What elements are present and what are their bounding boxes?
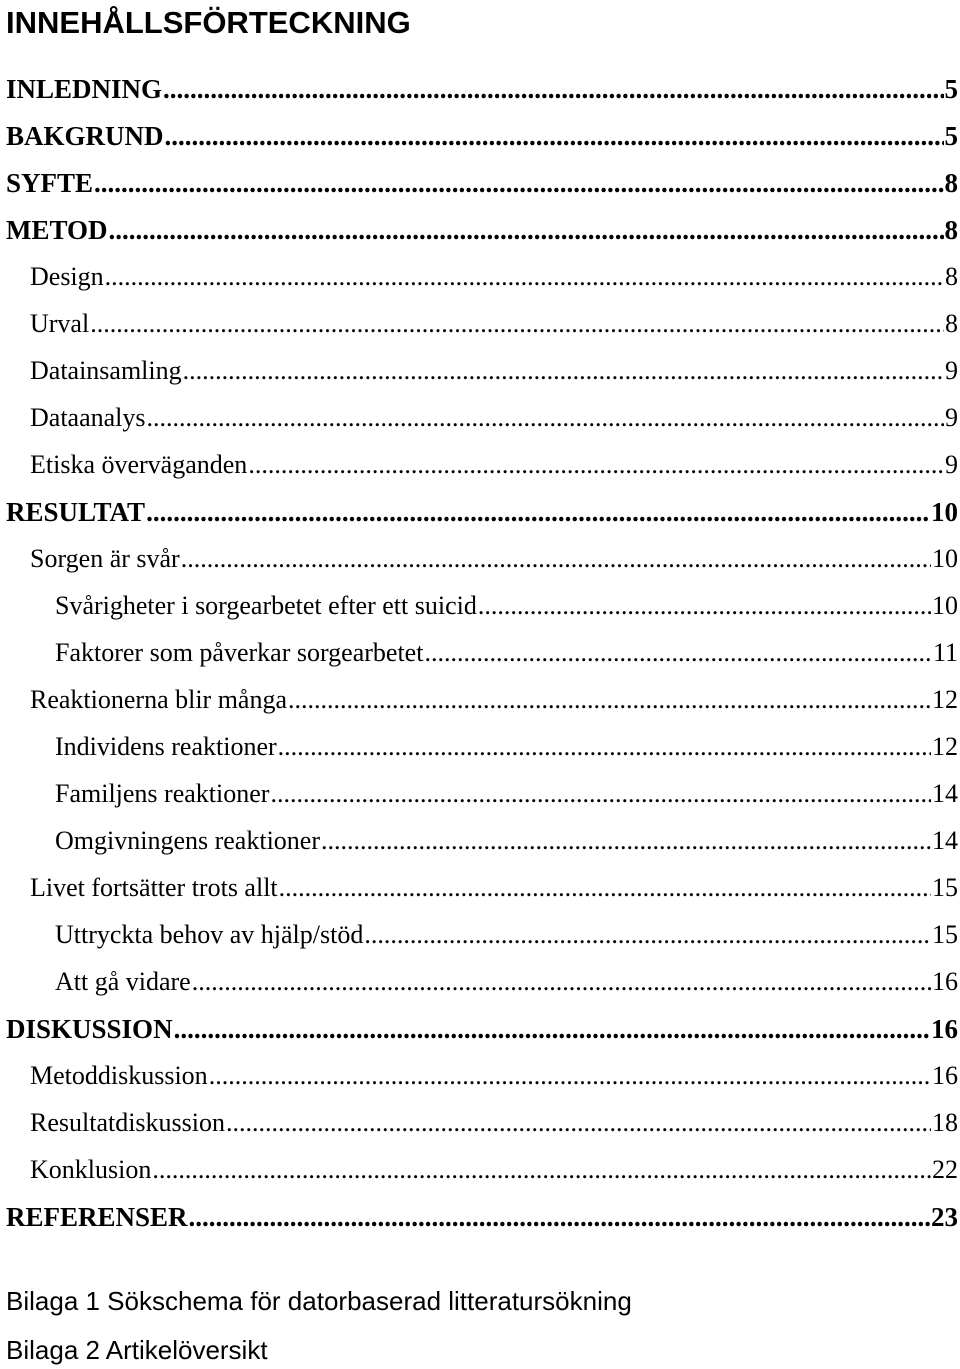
toc-entry[interactable] [55,920,958,960]
toc-entry[interactable] [6,168,958,208]
toc-page-number: 22 [932,1155,958,1184]
toc-page-number: 16 [931,1014,958,1044]
toc-dot-leader [163,74,943,105]
toc-entry[interactable] [6,497,958,537]
toc-entry-label: Metoddiskussion [30,1061,208,1090]
toc-entry[interactable] [30,309,958,349]
toc-dot-leader [105,262,944,292]
toc-page-number: 16 [932,967,958,996]
toc-dot-leader [279,873,931,903]
toc-entry[interactable] [55,591,958,631]
toc-entry-label: Reaktionerna blir många [30,685,288,714]
toc-entry[interactable] [55,779,958,819]
toc-dot-leader [424,638,932,668]
toc-page-number: 9 [945,356,958,385]
toc-page-number: 5 [944,121,958,151]
toc-entry[interactable] [55,638,958,678]
toc-page-number: 11 [932,638,958,667]
toc-dot-leader [209,1061,931,1091]
appendix-item: Bilaga 2 Artikelöversikt [6,1335,268,1365]
toc-entry-label: Urval [30,309,90,338]
toc-entry-label: Svårigheter i sorgearbetet efter ett suicid [55,591,477,620]
toc-dot-leader [278,732,931,762]
toc-entry[interactable] [6,74,958,114]
toc-dot-leader [94,168,943,199]
toc-dot-leader [152,1155,931,1185]
toc-entry[interactable] [55,826,958,866]
toc-entry-label: Individens reaktioner [55,732,277,761]
toc-entry[interactable] [30,1155,958,1195]
toc-entry-label: REFERENSER [6,1202,188,1232]
toc-entry[interactable] [6,121,958,161]
toc-entry[interactable] [6,1014,958,1054]
toc-entry[interactable] [30,685,958,725]
toc-entry[interactable] [30,356,958,396]
toc-entry-label: INLEDNING [6,74,163,104]
toc-dot-leader [321,826,931,856]
toc-entry[interactable] [55,967,958,1007]
toc-page-number: 10 [931,497,958,527]
toc-entry[interactable] [6,1202,958,1242]
toc-page-number: 23 [931,1202,958,1232]
toc-dot-leader [478,591,931,621]
toc-entry-label: RESULTAT [6,497,146,527]
toc-dot-leader [189,1202,930,1233]
toc-dot-leader [181,544,931,574]
toc-entry-label: Resultatdiskussion [30,1108,226,1137]
toc-page-number: 8 [944,168,958,198]
toc-dot-leader [226,1108,931,1138]
toc-page-number: 14 [932,779,958,808]
toc-entry-label: Dataanalys [30,403,146,432]
toc-page-number: 18 [932,1108,958,1137]
toc-dot-leader [270,779,931,809]
toc-dot-leader [174,1014,930,1045]
toc-entry[interactable] [30,262,958,302]
toc-page-number: 12 [932,685,958,714]
toc-entry-label: Datainsamling [30,356,182,385]
toc-dot-leader [147,403,944,433]
toc-page-number: 8 [945,309,958,338]
toc-entry[interactable] [30,873,958,913]
toc-page-number: 8 [944,215,958,245]
toc-page-number: 16 [932,1061,958,1090]
toc-dot-leader [109,215,944,246]
toc-entry[interactable] [30,1061,958,1101]
toc-page-number: 15 [932,873,958,902]
toc-entry-label: Livet fortsätter trots allt [30,873,278,902]
toc-page-number: 10 [932,544,958,573]
toc-entry[interactable] [6,215,958,255]
toc-entry-label: Omgivningens reaktioner [55,826,320,855]
toc-entry[interactable] [30,1108,958,1148]
toc-dot-leader [183,356,944,386]
toc-dot-leader [90,309,944,339]
toc-page-number: 9 [945,450,958,479]
toc-entry-label: SYFTE [6,168,94,198]
toc-page-number: 5 [944,74,958,104]
toc-entry[interactable] [30,403,958,443]
toc-entry-label: Familjens reaktioner [55,779,270,808]
toc-entry-label: Att gå vidare [55,967,191,996]
toc-dot-leader [146,497,930,528]
toc-page-number: 15 [932,920,958,949]
toc-entry[interactable] [30,450,958,490]
toc-entry-label: DISKUSSION [6,1014,173,1044]
toc-entry[interactable] [30,544,958,584]
appendix-item: Bilaga 1 Sökschema för datorbaserad litteratursökning [6,1286,632,1316]
toc-page-number: 8 [945,262,958,291]
toc-entry-label: BAKGRUND [6,121,164,151]
toc-entry-label: Sorgen är svår [30,544,180,573]
page-title: INNEHÅLLSFÖRTECKNING [6,5,411,40]
toc-page-number: 12 [932,732,958,761]
toc-page-number: 14 [932,826,958,855]
toc-entry-label: Faktorer som påverkar sorgearbetet [55,638,424,667]
toc-dot-leader [248,450,944,480]
toc-dot-leader [288,685,931,715]
toc-dot-leader [192,967,931,997]
toc-dot-leader [364,920,931,950]
toc-entry-label: Etiska överväganden [30,450,248,479]
toc-entry[interactable] [55,732,958,772]
toc-entry-label: Konklusion [30,1155,152,1184]
toc-entry-label: Uttryckta behov av hjälp/stöd [55,920,364,949]
toc-page-number: 9 [945,403,958,432]
toc-dot-leader [165,121,944,152]
toc-page-number: 10 [932,591,958,620]
toc-entry-label: METOD [6,215,108,245]
toc-entry-label: Design [30,262,104,291]
